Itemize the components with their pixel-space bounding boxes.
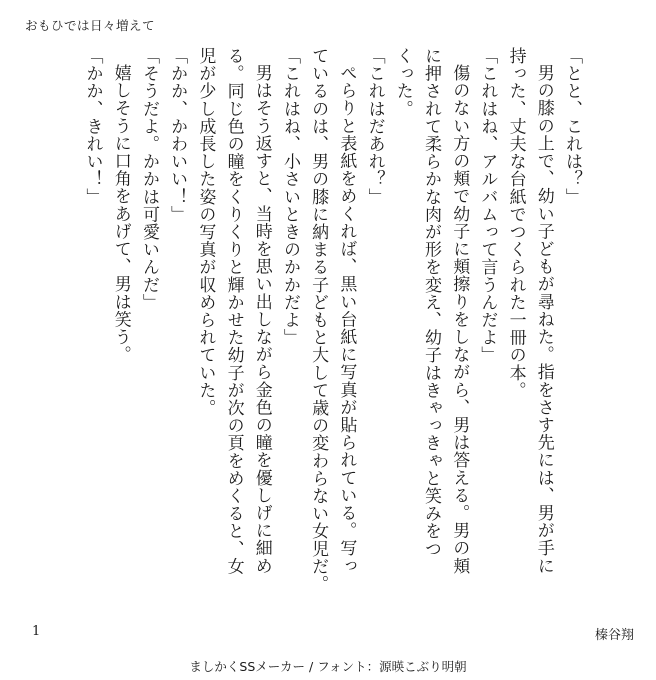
text-line: 「かか、きれい！」	[82, 47, 103, 206]
text-line: 「かか、かわいい！」	[167, 47, 188, 223]
text-line: 傷のない方の頬で幼子に頬擦りをしながら、男は答える。男の頬	[449, 64, 470, 575]
text-line: ているのは、男の膝に納まる子どもと大して歳の変わらない女児だ。	[308, 47, 329, 593]
text-line: 「そうだよ。かかは可愛いんだ」	[138, 47, 159, 311]
text-line: ぺらりと表紙をめくれば、黒い台紙に写真が貼られている。写っ	[336, 64, 357, 575]
text-line: に押されて柔らかな肉が形を変え、幼子はきゃっきゃと笑みをつ	[420, 47, 441, 558]
text-line: 児が少し成長した姿の写真が収められていた。	[195, 47, 216, 417]
text-line: 男の膝の上で、幼い子どもが尋ねた。指をさす先には、男が手に	[533, 64, 554, 575]
text-line: 「これはね、小さいときのかかだよ」	[279, 47, 300, 347]
text-line: 持った、丈夫な台紙でつくられた一冊の本。	[505, 47, 526, 399]
text-line: くった。	[392, 47, 413, 118]
page-title: おもひでは日々増えて	[25, 18, 156, 33]
text-line: 「とと、これは？」	[562, 47, 582, 206]
page-number: 1	[32, 624, 41, 639]
story-text	[20, 47, 586, 617]
text-line: 「これはだあれ？」	[364, 47, 385, 206]
maker-credit: ましかくSSメーカー / フォント：源暎こぶり明朝	[189, 659, 467, 674]
text-line: 「これはね、アルバムって言うんだよ」	[477, 47, 498, 364]
text-line: 嬉しそうに口角をあげて、男は笑う。	[110, 64, 131, 364]
text-line: 男はそう返すと、当時を思い出しながら金色の瞳を優しげに細め	[251, 64, 272, 575]
text-line: る。同じ色の瞳をくりくりと輝かせた幼子が次の頁をめくると、女	[223, 47, 244, 575]
author-name: 榛谷翔	[594, 628, 634, 643]
